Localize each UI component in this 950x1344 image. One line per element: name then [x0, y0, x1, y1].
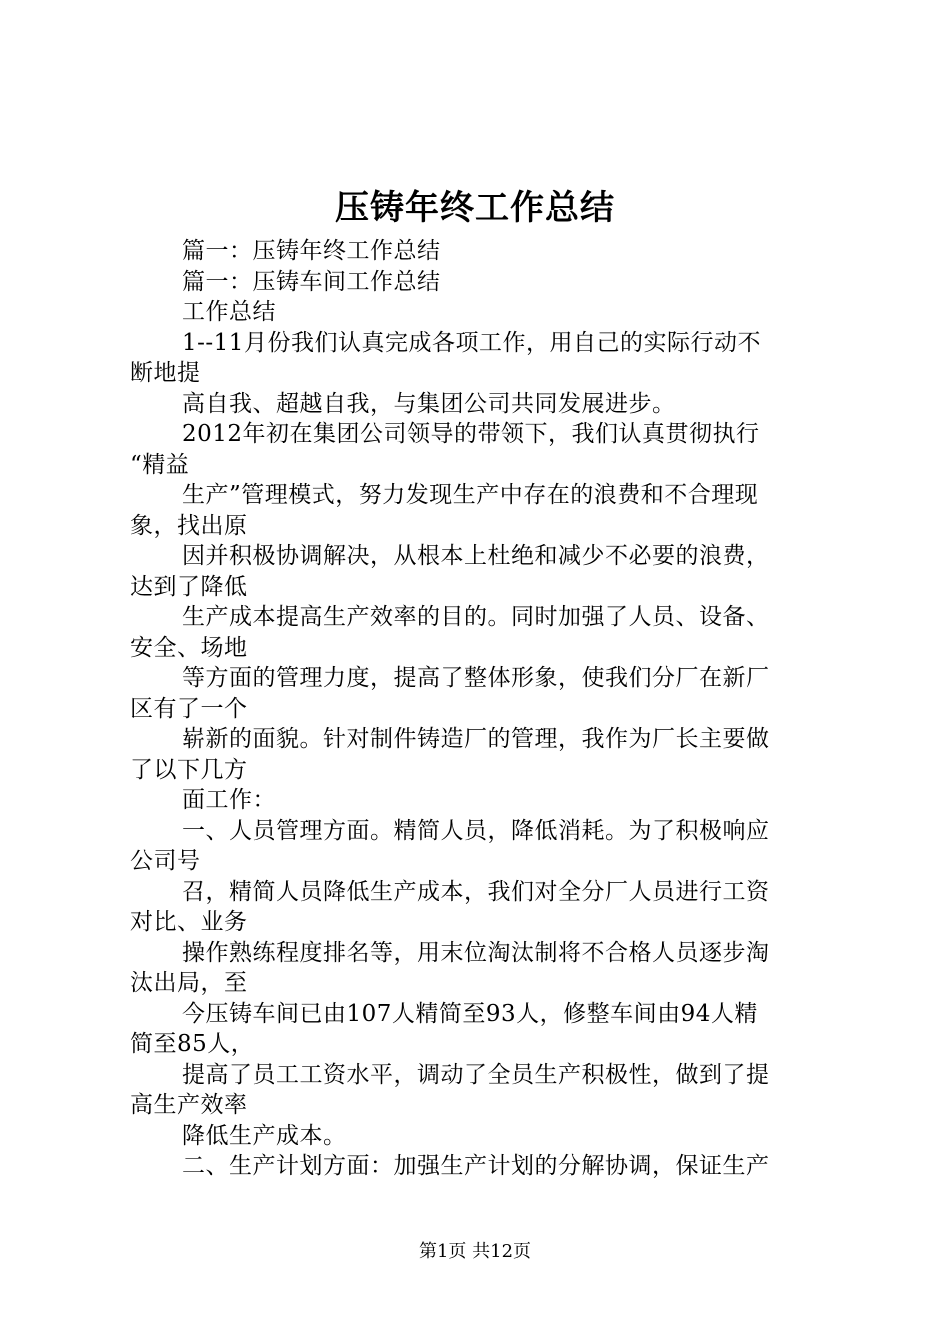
paragraph-line: 断地提 [130, 360, 201, 386]
paragraph-line: 篇一：压铸年终工作总结 [182, 238, 441, 264]
paragraph-line: 提高了员工工资水平，调动了全员生产积极性，做到了提 [182, 1061, 770, 1088]
paragraph-line: 等方面的管理力度，提高了整体形象，使我们分厂在新厂 [182, 665, 770, 691]
paragraph-line: 2012年初在集团公司领导的带领下，我们认真贯彻执行 [182, 421, 760, 447]
page-footer: 第1页 共12页 [418, 1241, 532, 1262]
paragraph-line: “精益 [130, 451, 190, 478]
paragraph-line: 一、人员管理方面。精简人员，降低消耗。为了积极响应 [182, 817, 770, 844]
paragraph-line: 汰出局，至 [130, 970, 248, 996]
paragraph-line: 1--11月份我们认真完成各项工作，用自己的实际行动不 [182, 329, 761, 356]
paragraph-line: 操作熟练程度排名等，用末位淘汰制将不合格人员逐步淘 [182, 939, 770, 966]
paragraph-line: 高生产效率 [130, 1092, 248, 1118]
paragraph-line: 召，精简人员降低生产成本，我们对全分厂人员进行工资 [182, 878, 770, 905]
document-title: 压铸年终工作总结 [335, 188, 615, 228]
paragraph-line: 生产”管理模式，努力发现生产中存在的浪费和不合理现 [182, 482, 759, 508]
paragraph-line: 面工作： [182, 787, 276, 813]
paragraph-line: 简至85人， [130, 1031, 255, 1057]
document-body [130, 236, 830, 1182]
paragraph-line: 安全、场地 [130, 634, 248, 661]
paragraph-line: 象，找出原 [130, 512, 248, 539]
paragraph-line: 公司号 [130, 848, 201, 874]
paragraph-line: 因并积极协调解决，从根本上杜绝和减少不必要的浪费， [182, 543, 770, 569]
paragraph-line: 高自我、超越自我，与集团公司共同发展进步。 [182, 390, 676, 417]
paragraph-line: 对比、业务 [130, 909, 248, 935]
paragraph-line: 崭新的面貌。针对制件铸造厂的管理，我作为厂长主要做 [182, 726, 770, 752]
paragraph-line: 今压铸车间已由107人精简至93人，修整车间由94人精 [182, 1000, 758, 1027]
paragraph-line: 降低生产成本。 [182, 1122, 347, 1149]
paragraph-line: 达到了降低 [130, 573, 248, 600]
paragraph-line: 了以下几方 [130, 756, 248, 783]
paragraph-line: 生产成本提高生产效率的目的。同时加强了人员、设备、 [182, 604, 770, 630]
paragraph-line: 区有了一个 [130, 695, 248, 722]
paragraph-line: 篇一：压铸车间工作总结 [182, 268, 441, 295]
paragraph-line: 工作总结 [182, 299, 276, 325]
paragraph-line: 二、生产计划方面：加强生产计划的分解协调，保证生产 [182, 1153, 770, 1179]
